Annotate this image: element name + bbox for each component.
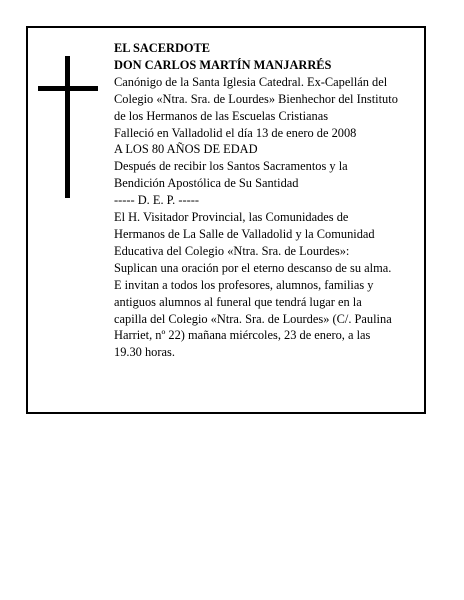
notice-header-name: DON CARLOS MARTÍN MANJARRÉS xyxy=(114,57,332,72)
notice-line: Suplican una oración por el eterno descanso de su alma. xyxy=(114,260,392,275)
notice-line: Falleció en Valladolid el día 13 de enero de 2008 xyxy=(114,125,357,140)
cross-horizontal-bar xyxy=(38,86,98,91)
notice-line: de los Hermanos de las Escuelas Cristianas xyxy=(114,108,329,123)
notice-line: 19.30 horas. xyxy=(114,345,175,360)
notice-line: El H. Visitador Provincial, las Comunidades de xyxy=(114,210,349,225)
obituary-text xyxy=(114,40,426,361)
cross-vertical-bar xyxy=(65,56,70,198)
notice-line: E invitan a todos los profesores, alumnos, familias y xyxy=(114,277,374,292)
notice-line: Bendición Apostólica de Su Santidad xyxy=(114,176,299,191)
notice-header-title: EL SACERDOTE xyxy=(114,41,211,55)
notice-line: Hermanos de La Salle de Valladolid y la Comunidad xyxy=(114,226,375,241)
obituary-notice-frame xyxy=(26,26,426,414)
notice-line: A LOS 80 AÑOS DE EDAD xyxy=(114,142,258,157)
cross-icon xyxy=(38,56,98,198)
notice-line: Educativa del Colegio «Ntra. Sra. de Lourdes»: xyxy=(114,243,350,258)
notice-line: Canónigo de la Santa Iglesia Catedral. Ex-Capellán del xyxy=(114,74,388,89)
notice-line: capilla del Colegio «Ntra. Sra. de Lourdes» (C/. Paulina xyxy=(114,311,392,326)
notice-line: Colegio «Ntra. Sra. de Lourdes» Bienhechor del Instituto xyxy=(114,91,398,106)
notice-line: ----- D. E. P. ----- xyxy=(114,193,199,208)
notice-line: Harriet, nº 22) mañana miércoles, 23 de enero, a las xyxy=(114,328,371,343)
notice-line: Después de recibir los Santos Sacramentos y la xyxy=(114,159,348,174)
notice-line: antiguos alumnos al funeral que tendrá lugar en la xyxy=(114,294,362,309)
